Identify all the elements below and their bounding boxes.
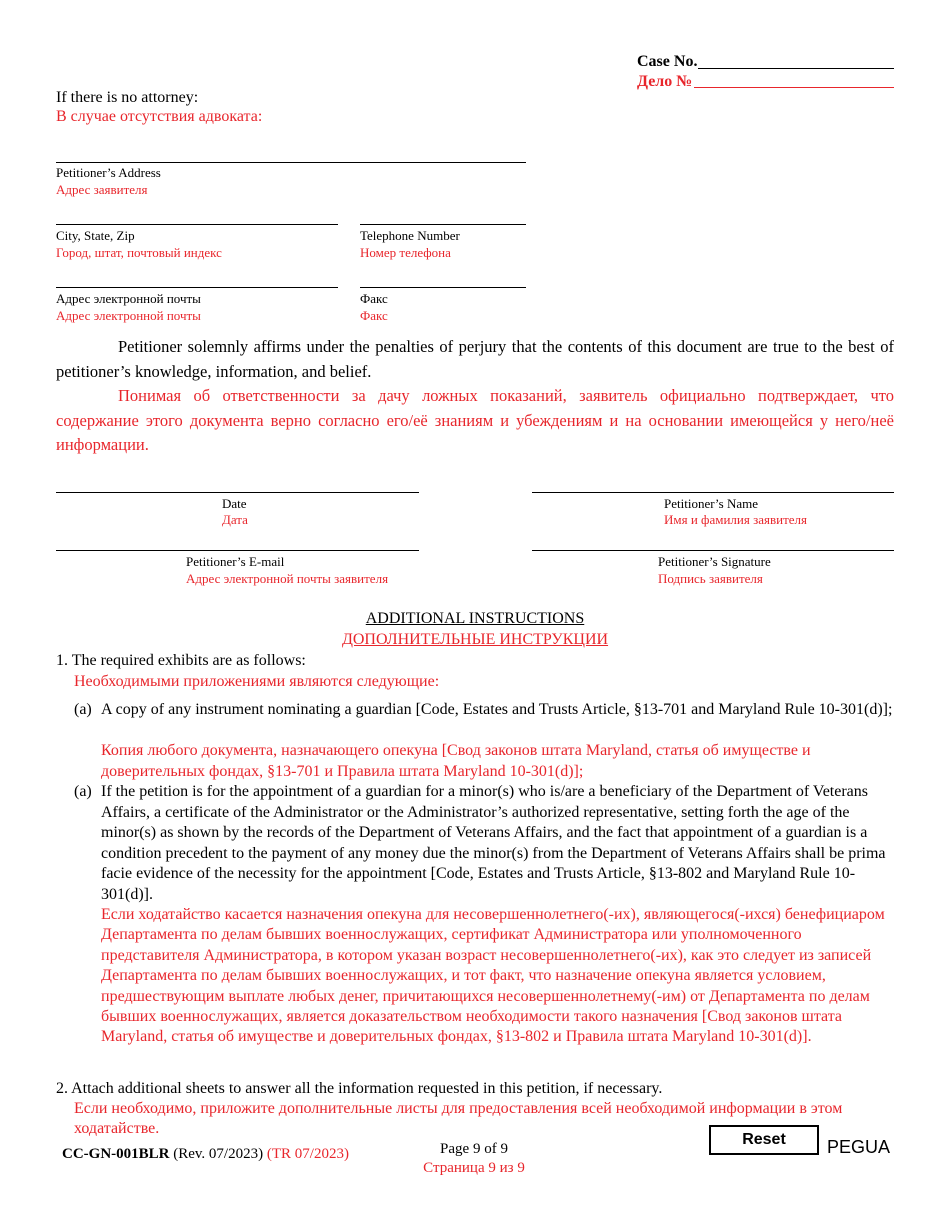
- no-attorney-label: If there is no attorney:: [56, 89, 199, 106]
- name-field[interactable]: [532, 492, 894, 493]
- petitioner-email-label-ru: Адрес электронной почты заявителя: [186, 571, 389, 586]
- item-a2-text: If the petition is for the appointment of a guardian for a minor(s) who is/are a beneficiary of the Department of Veterans Affairs, a certificate of the Administrator or the Administrator’s authorized representative, setting forth the age of the minor(s) as shown by the records of the Department of Veterans Affairs, and the fact that appointment of a guardian is a condition precedent to the payment of any money due the minor(s) from the Department of Veterans Affairs shall be prima facie evidence of the necessity for the appointment [Code, Estates and Trusts Article, §13-802 and Maryland Rule 10-301(d)].: [101, 783, 886, 903]
- city-label: City, State, Zip: [56, 228, 135, 243]
- instructions-title: ADDITIONAL INSTRUCTIONS: [365, 610, 585, 627]
- item1-text-ru: Необходимыми приложениями являются следующие:: [74, 673, 440, 690]
- item-a1-marker: (a): [74, 701, 92, 718]
- signature-label-ru: Подпись заявителя: [658, 571, 763, 586]
- petitioner-email-field[interactable]: [56, 550, 419, 551]
- fax-field[interactable]: [360, 287, 526, 288]
- footer-form-code: CC-GN-001BLR: [62, 1146, 170, 1162]
- phone-field[interactable]: [360, 224, 526, 225]
- item-a2-text-ru: Если ходатайство касается назначения опекуна для несовершеннолетнего(-их), являющегося(-ихся) бенефициаром Департамента по делам бывших военнослужащих, сертификат Администратора или уполномоченного представителя Администратора, в котором указан возраст несовершеннолетнего(-их), как это следует из записей Департамента по делам бывших военнослужащих, и тот факт, что назначение опекуна является условием, предшествующим выплате любых денег, причитающихся несовершеннолетнему(-им) от Департамента по делам бывших военнослужащих, является доказательством необходимости такого назначения [Свод законов штата Maryland, статья об имуществе и доверительных фондах, §13-802 и Правила штата Maryland 10-301(d)].: [101, 906, 885, 1046]
- item2-text: 2. Attach additional sheets to answer all the information requested in this petition, if necessary.: [56, 1080, 663, 1097]
- case-no-label: Case No.: [637, 53, 698, 70]
- email-label: Адрес электронной почты: [56, 291, 201, 306]
- item1-text: 1. The required exhibits are as follows:: [56, 652, 306, 669]
- reset-button[interactable]: Reset: [709, 1125, 819, 1155]
- fax-label: Факс: [360, 291, 388, 306]
- item2-text-ru: Если необходимо, приложите дополнительные листы для предоставления всей необходимой информации в этом ходатайстве.: [74, 1100, 843, 1137]
- no-attorney-label-ru: В случае отсутствия адвоката:: [56, 108, 263, 125]
- city-field[interactable]: [56, 224, 338, 225]
- case-no-label-ru: Дело №: [637, 73, 693, 90]
- address-label: Petitioner’s Address: [56, 165, 161, 180]
- signature-field[interactable]: [532, 550, 894, 551]
- email-field[interactable]: [56, 287, 338, 288]
- item-a1-text-ru: Копия любого документа, назначающего опекуна [Свод законов штата Maryland, статья об имуществе и доверительных фондах, §13-701 и Правила штата Maryland 10-301(d)];: [101, 742, 811, 780]
- phone-label-ru: Номер телефона: [360, 245, 451, 260]
- footer-page: Page 9 of 9: [440, 1141, 508, 1157]
- pegua-label: PEGUA: [827, 1137, 891, 1157]
- affirmation-text: Petitioner solemnly affirms under the penalties of perjury that the contents of this document are true to the best of petitioner’s knowledge, information, and belief.: [56, 337, 894, 381]
- date-label: Date: [222, 496, 247, 511]
- case-no-field[interactable]: [698, 68, 894, 69]
- name-label-ru: Имя и фамилия заявителя: [664, 512, 807, 527]
- signature-label: Petitioner’s Signature: [658, 554, 771, 569]
- case-no-field-ru: [694, 87, 894, 88]
- address-field[interactable]: [56, 162, 526, 163]
- fax-label-ru: Факс: [360, 308, 388, 323]
- footer-page-ru: Страница 9 из 9: [423, 1160, 525, 1176]
- name-label: Petitioner’s Name: [664, 496, 758, 511]
- affirmation-text-ru: Понимая об ответственности за дачу ложных показаний, заявитель официально подтверждает, что содержание этого документа верно согласно его/её знаниям и убеждениям и на основании имеющейся у него/неё информации.: [56, 386, 894, 454]
- date-label-ru: Дата: [222, 512, 248, 527]
- item-a2-marker: (a): [74, 783, 92, 800]
- address-label-ru: Адрес заявителя: [56, 182, 148, 197]
- instructions-title-ru: ДОПОЛНИТЕЛЬНЫЕ ИНСТРУКЦИИ: [341, 631, 609, 648]
- item-a1-text: A copy of any instrument nominating a guardian [Code, Estates and Trusts Article, §13-701 and Maryland Rule 10-301(d)];: [101, 701, 893, 718]
- phone-label: Telephone Number: [360, 228, 460, 243]
- petitioner-email-label: Petitioner’s E-mail: [186, 554, 285, 569]
- city-label-ru: Город, штат, почтовый индекс: [56, 245, 222, 260]
- date-field[interactable]: [56, 492, 419, 493]
- email-label-ru: Адрес электронной почты: [56, 308, 201, 323]
- footer-form-id: [62, 1145, 349, 1164]
- footer-tr: (TR 07/2023): [266, 1146, 349, 1162]
- footer-rev: (Rev. 07/2023): [173, 1146, 264, 1162]
